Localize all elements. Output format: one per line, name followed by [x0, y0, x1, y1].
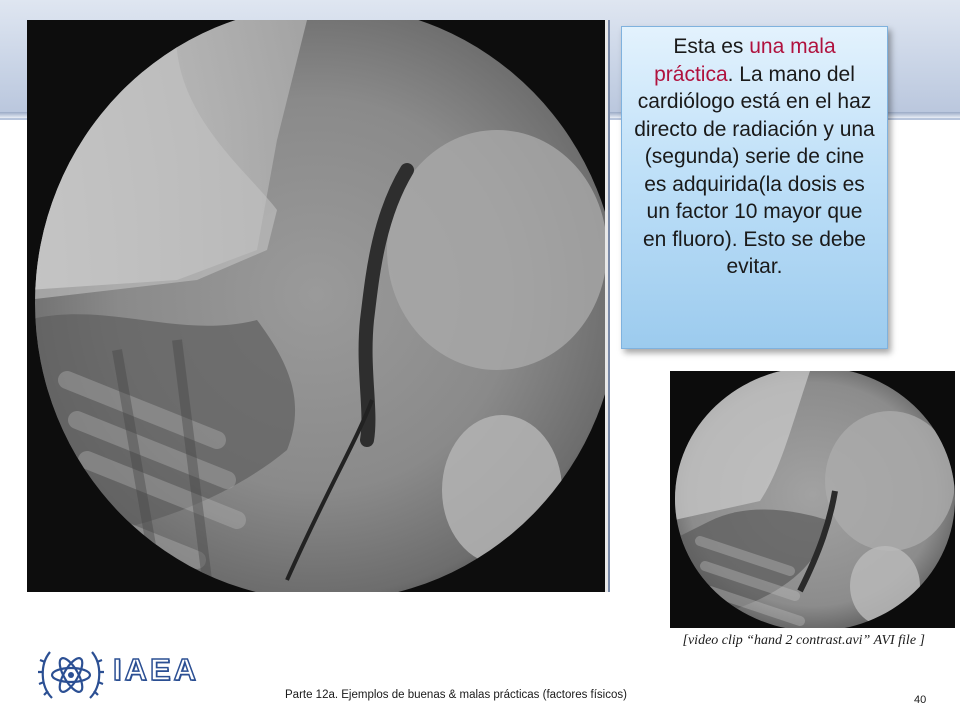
warning-callout	[621, 26, 888, 349]
fluoroscopy-image	[27, 20, 608, 592]
page-number: 40	[914, 694, 927, 706]
video-clip-thumbnail[interactable]	[670, 371, 955, 628]
footer-title: Parte 12a. Ejemplos de buenas & malas prácticas (factores físicos)	[285, 689, 627, 701]
callout-text-after: . La mano del cardiólogo está en el haz directo de radiación y una (segunda) serie de cine es adquirida(la dosis es un factor 10 mayor que en fluoro). Esto se debe evitar.	[634, 62, 875, 278]
callout-highlight: una mala práctica	[654, 35, 836, 86]
iaea-wordmark: IAEA	[113, 652, 200, 687]
video-clip-caption: [video clip “hand 2 contrast.avi” AVI file ]	[682, 633, 925, 648]
callout-text-before: Esta es	[673, 35, 750, 58]
atom-laurel-icon	[36, 640, 106, 710]
